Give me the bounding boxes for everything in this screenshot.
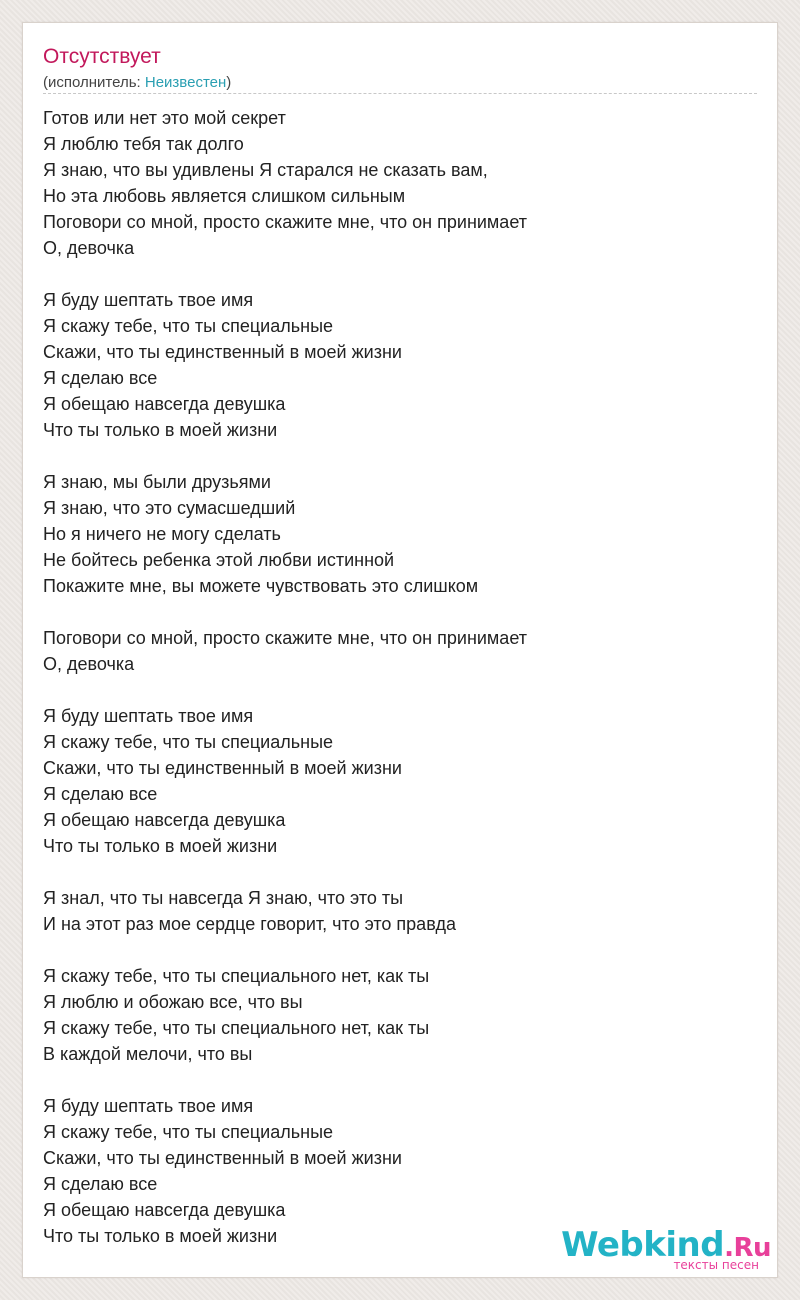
lyrics-stanza	[43, 625, 743, 677]
logo-tagline: тексты песен	[673, 1258, 759, 1272]
lyrics-line: И на этот раз мое сердце говорит, что это правда	[43, 914, 457, 934]
lyrics-line: О, девочка	[43, 238, 135, 258]
artist-line	[43, 73, 231, 93]
webkind-logo[interactable]	[561, 1225, 771, 1272]
lyrics-line: Что ты только в моей жизни	[43, 420, 278, 440]
lyrics-line: Но эта любовь является слишком сильным	[43, 186, 406, 206]
song-title: Отсутствует	[43, 45, 161, 68]
lyrics-line: Я сделаю все	[43, 368, 158, 388]
lyrics-line: Скажи, что ты единственный в моей жизни	[43, 342, 402, 362]
lyrics-line: Я буду шептать твое имя	[43, 706, 254, 726]
lyrics-line: Я буду шептать твое имя	[43, 290, 254, 310]
lyrics-line: Я скажу тебе, что ты специальные	[43, 732, 334, 752]
logo-name: Webkind	[561, 1225, 725, 1265]
lyrics-line: В каждой мелочи, что вы	[43, 1044, 253, 1064]
lyrics-line: Я люблю и обожаю все, что вы	[43, 992, 303, 1012]
lyrics-stanza	[43, 469, 743, 599]
logo-tld: .Ru	[724, 1233, 771, 1263]
lyrics-card	[22, 22, 778, 1278]
lyrics-line: Я скажу тебе, что ты специальные	[43, 1122, 334, 1142]
lyrics-line: Я сделаю все	[43, 784, 158, 804]
lyrics-line: Скажи, что ты единственный в моей жизни	[43, 1148, 402, 1168]
lyrics-line: Я скажу тебе, что ты специального нет, как ты	[43, 1018, 430, 1038]
artist-prefix: (исполнитель:	[43, 74, 145, 91]
lyrics-line: Не бойтесь ребенка этой любви истинной	[43, 550, 395, 570]
lyrics-line: Я обещаю навсегда девушка	[43, 394, 286, 414]
lyrics-line: Я знал, что ты навсегда Я знаю, что это ты	[43, 888, 404, 908]
lyrics-line: Поговори со мной, просто скажите мне, что он принимает	[43, 212, 527, 232]
lyrics-line: Но я ничего не могу сделать	[43, 524, 281, 544]
lyrics-line: Я знаю, что это сумасшедший	[43, 498, 296, 518]
lyrics-line: Поговори со мной, просто скажите мне, что он принимает	[43, 628, 527, 648]
lyrics-line: Я обещаю навсегда девушка	[43, 810, 286, 830]
lyrics-stanza	[43, 885, 743, 937]
artist-suffix: )	[226, 74, 232, 91]
lyrics-line: Что ты только в моей жизни	[43, 1226, 278, 1246]
lyrics-stanza	[43, 287, 743, 443]
lyrics-line: Я люблю тебя так долго	[43, 134, 244, 154]
lyrics-line: Я обещаю навсегда девушка	[43, 1200, 286, 1220]
title-divider	[43, 93, 757, 94]
lyrics-line: Я скажу тебе, что ты специального нет, как ты	[43, 966, 430, 986]
lyrics-line: Я скажу тебе, что ты специальные	[43, 316, 334, 336]
lyrics-line: Готов или нет это мой секрет	[43, 108, 286, 128]
lyrics-line: Покажите мне, вы можете чувствовать это слишком	[43, 576, 479, 596]
lyrics-line: Что ты только в моей жизни	[43, 836, 278, 856]
lyrics-line: О, девочка	[43, 654, 135, 674]
lyrics-line: Я сделаю все	[43, 1174, 158, 1194]
lyrics-stanza	[43, 105, 743, 261]
lyrics-line: Скажи, что ты единственный в моей жизни	[43, 758, 402, 778]
lyrics-text	[43, 105, 743, 1275]
lyrics-line: Я знаю, мы были друзьями	[43, 472, 271, 492]
artist-link[interactable]: Неизвестен	[144, 74, 227, 91]
lyrics-line: Я знаю, что вы удивлены Я старался не сказать вам,	[43, 160, 488, 180]
lyrics-stanza	[43, 703, 743, 859]
lyrics-line: Я буду шептать твое имя	[43, 1096, 254, 1116]
lyrics-stanza	[43, 963, 743, 1067]
